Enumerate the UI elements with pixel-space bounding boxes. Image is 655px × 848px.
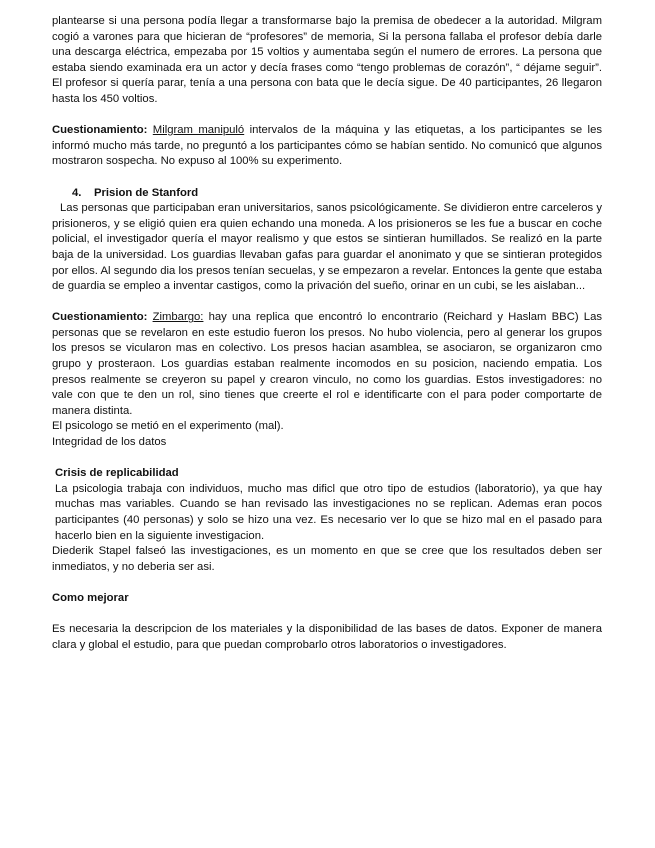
critique-label: Cuestionamiento: [52, 124, 148, 137]
stanford-paragraph: Las personas que participaban eran universitarios, sanos psicológicamente. Se dividieron entre carceleros y prisioneros, y se eligió quien era quien echando una moneda. A los prisioneros se les fue a buscar en coche policial, el investigador quería el mayor realismo y que estos se sintieran humillados. Se realizó en la parte baja de la universidad. Los guardias llevaban gafas para guardar el anonimato y que se sintieran protegidos por ellos. Al segundo dia los presos tenían secuelas, y se empezaron a revelar. Entonces la gente que estaba de guardia se empleo a inventar castigos, como la privación del sueño, orinar en un cubi, se les aislaban... [52, 202, 602, 293]
stanford-critique [52, 310, 602, 419]
crisis-paragraph: La psicologia trabaja con individuos, mucho mas dificl que otro tipo de estudios (laboratorio), ya que hay muchas mas variables. Cuando se han revisado las investigaciones no se replican. Ademas eran pocos participantes (40 personas) y solo se hizo una vez. Es necesario ver lo que se hizo mal en el pasado para hacerlo bien en la siguiente investigacion. [55, 482, 602, 542]
critique-text: intervalos de la máquina y las etiquetas, a los participantes se les informó mucho más tarde, no preguntó a los participantes cómo se habían sentido. No comunicó que algunos mostraron sospecha. No expuso al 100% su experimento. [52, 124, 602, 168]
milgram-paragraph: plantearse si una persona podía llegar a transformarse bajo la premisa de obedecer a la autoridad. Milgram cogió a varones para que hicieran de “profesores” de memoria, Si la persona fallaba el profesor debía darle una descarga eléctrica, empezaba por 15 voltios y aumentaba según el numero de errores. La persona que estaba siendo examinada era un actor y decía frases como “tengo problemas de corazón”, “ déjame seguir”. El profesor si quería parar, tenía a una persona con bata que le decía sigue. De 40 participantes, 26 llegaron hasta los 450 voltios. [52, 15, 602, 105]
section-heading-improve: Como mejorar [52, 591, 129, 604]
milgram-critique [52, 123, 602, 170]
document-page [52, 14, 602, 653]
critique-underlined: Milgram manipuló [152, 124, 245, 137]
section-heading-crisis: Crisis de replicabilidad [55, 467, 179, 480]
section-heading-stanford: 4. Prision de Stanford [72, 186, 199, 199]
stanford-critique-line: Integridad de los datos [52, 436, 167, 449]
improve-paragraph: Es necesaria la descripcion de los materiales y la disponibilidad de las bases de datos. Exponer de manera clara y global el estudio, para que puedan comprobarlo otros laboratorios o investigadores. [52, 623, 602, 651]
stapel-paragraph: Diederik Stapel falseó las investigaciones, es un momento en que se cree que los resultados deben ser inmediatos, y no deberia ser asi. [52, 545, 602, 573]
critique-label: Cuestionamiento: [52, 311, 148, 324]
critique-text: hay una replica que encontró lo encontrario (Reichard y Haslam BBC) Las personas que se revelaron en este estudio fueron los presos. No hubo violencia, pero al generar los grupos los presos se vicularon mas en colectivo. Los presos hacian asamblea, se asociaron, se organizaron cmo grupo y prosteraon. Los guardias estaban realmente incomodos en su posicion, naciendo empatia. Los presos realmente se creyeron su papel y crearon vinculo, no como los guardias. Estos investigadores: no vale con que te den un rol, sino tienes que creerte el rol e identificarte con el para poder comportarte de manera distinta. [52, 311, 602, 417]
critique-underlined: Zimbargo: [152, 311, 204, 324]
stanford-critique-line: El psicologo se metió en el experimento (mal). [52, 420, 284, 433]
